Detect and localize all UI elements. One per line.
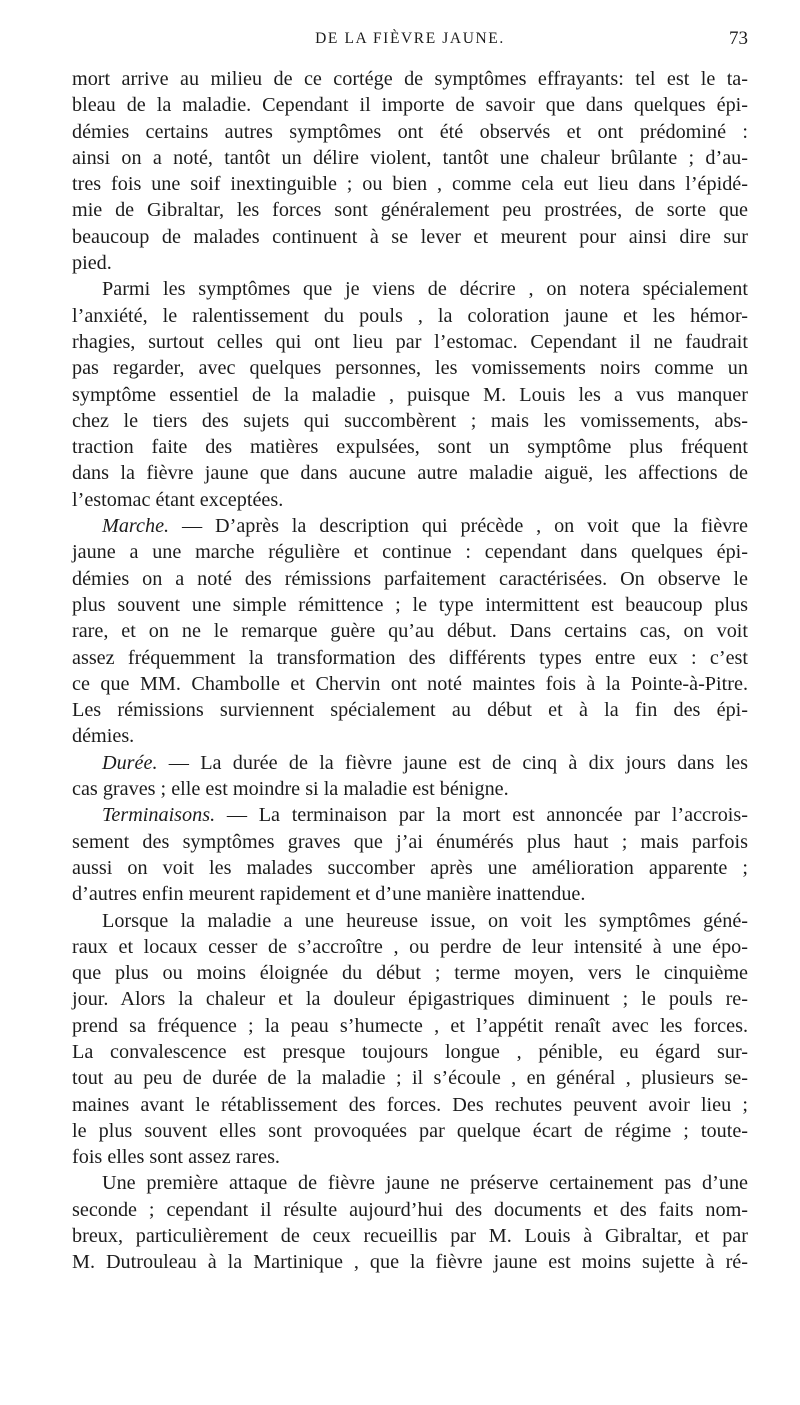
text-line [72,986,748,1012]
line-text: fois elles sont assez rares. [72,1146,280,1169]
line-text: jaune a une marche régulière et continue : cependant dans quelques épi- [72,541,748,564]
text-line [72,513,748,539]
line-text: ce que MM. Chambolle et Chervin ont noté maintes fois à la Pointe-à-Pitre. [72,672,748,695]
text-line [72,697,748,723]
line-text: Parmi les symptômes que je viens de décrire , on notera spécialement [102,278,748,301]
line-text: raux et locaux cesser de s’accroître , ou perdre de leur intensité à une épo- [72,935,748,958]
line-text: breux, particulièrement de ceux recueillis par M. Louis à Gibraltar, et par [72,1225,748,1248]
line-text: rare, et on ne le remarque guère qu’au début. Dans certains cas, on voit [72,620,748,643]
text-line [72,66,748,92]
line-text: chez le tiers des sujets qui succombèrent ; mais les vomissements, abs- [72,409,748,432]
line-text: tout au peu de durée de la maladie ; il s’écoule , en général , plusieurs se- [72,1067,748,1090]
line-text: Une première attaque de fièvre jaune ne préserve certainement pas d’une [102,1172,748,1195]
text-line [72,618,748,644]
line-text: d’autres enfin meurent rapidement et d’une manière inattendue. [72,883,586,906]
text-line [72,1249,748,1275]
text-line [72,934,748,960]
text-line [72,329,748,355]
text-line [72,671,748,697]
section-heading: Terminaisons. [102,804,216,827]
text-line [72,250,748,276]
text-line [72,776,748,802]
text-line [72,908,748,934]
text-line [72,92,748,118]
text-line [72,750,748,776]
text-line [72,855,748,881]
text-line [72,171,748,197]
line-text: pied. [72,252,112,275]
text-line [72,1197,748,1223]
text-line [72,1144,748,1170]
line-text: mort arrive au milieu de ce cortége de symptômes effrayants: tel est le ta- [72,68,748,90]
text-line [72,539,748,565]
line-text: démies certains autres symptômes ont été observés et ont prédominé : [72,120,748,143]
running-header [72,0,748,60]
line-text: que plus ou moins éloignée du début ; terme moyen, vers le cinquième [72,962,748,985]
text-line [72,276,748,302]
text-line [72,224,748,250]
line-text: rhagies, surtout celles qui ont lieu par l’estomac. Cependant il ne faudrait [72,330,748,353]
text-line [72,1170,748,1196]
line-text: bleau de la maladie. Cependant il importe de savoir que dans quelques épi- [72,94,748,117]
line-text: jour. Alors la chaleur et la douleur épigastriques diminuent ; le pouls re- [72,988,748,1011]
text-line [72,487,748,513]
body-text [72,66,748,1276]
line-text: dans la fièvre jaune que dans aucune autre maladie aiguë, les affections de [72,462,748,485]
text-line [72,460,748,486]
text-line [72,645,748,671]
line-text: pas regarder, avec quelques personnes, les vomissements noirs comme un [72,357,748,380]
line-text: Les rémissions surviennent spécialement au début et à la fin des épi- [72,699,748,722]
line-text: seconde ; cependant il résulte aujourd’hui des documents et des faits nom- [72,1198,748,1221]
text-line [72,1118,748,1144]
line-text: démies on a noté des rémissions parfaitement caractérisées. On observe le [72,567,748,590]
text-line [72,1013,748,1039]
line-text: maines avant le rétablissement des forces. Des rechutes peuvent avoir lieu ; [72,1093,748,1116]
text-line [72,197,748,223]
line-text: mie de Gibraltar, les forces sont généralement peu prostrées, de sorte que [72,199,748,222]
line-text: cas graves ; elle est moindre si la maladie est bénigne. [72,778,509,801]
line-text: aussi on voit les malades succomber après une amélioration apparente ; [72,856,748,879]
section-heading: Marche. [102,515,170,538]
line-text: démies. [72,725,135,748]
text-line [72,1065,748,1091]
text-line [72,119,748,145]
section-heading: Durée. [102,751,158,774]
book-page [72,0,748,1274]
text-line [72,960,748,986]
line-text: — D’après la description qui précède , on voit que la fièvre [169,515,748,538]
text-line [72,382,748,408]
text-line [72,881,748,907]
text-line [72,434,748,460]
text-line [72,566,748,592]
page-number: 73 [729,28,748,49]
text-line [72,145,748,171]
text-line [72,1039,748,1065]
text-line [72,355,748,381]
line-text: l’anxiété, le ralentissement du pouls , la coloration jaune et les hémor- [72,304,748,327]
text-line [72,1092,748,1118]
line-text: assez fréquemment la transformation des différents types entre eux : c’est [72,646,748,669]
line-text: tres fois une soif inextinguible ; ou bien , comme cela eut lieu dans l’épidé- [72,173,748,196]
line-text: symptôme essentiel de la maladie , puisque M. Louis les a vus manquer [72,383,748,406]
line-text: M. Dutrouleau à la Martinique , que la fièvre jaune est moins sujette à ré- [72,1251,748,1274]
line-text: prend sa fréquence ; la peau s’humecte , et l’appétit renaît avec les forces. [72,1014,748,1037]
line-text: Lorsque la maladie a une heureuse issue, on voit les symptômes géné- [102,909,748,932]
text-line [72,802,748,828]
line-text: ainsi on a noté, tantôt un délire violent, tantôt une chaleur brûlante ; d’au- [72,146,748,169]
text-line [72,723,748,749]
line-text: le plus souvent elles sont provoquées par quelque écart de régime ; toute- [72,1119,748,1142]
line-text: plus souvent une simple rémittence ; le type intermittent est beaucoup plus [72,593,748,616]
line-text: traction faite des matières expulsées, sont un symptôme plus fréquent [72,436,748,459]
line-text: — La terminaison par la mort est annoncée par l’accrois- [215,804,748,827]
line-text: — La durée de la fièvre jaune est de cinq à dix jours dans les [157,751,748,774]
running-title: DE LA FIÈVRE JAUNE. [315,30,505,47]
line-text: l’estomac étant exceptées. [72,488,284,511]
text-line [72,1223,748,1249]
line-text: beaucoup de malades continuent à se lever et meurent pour ainsi dire sur [72,225,748,248]
text-line [72,303,748,329]
line-text: sement des symptômes graves que j’ai énumérés plus haut ; mais parfois [72,830,748,853]
text-line [72,408,748,434]
text-line [72,829,748,855]
text-line [72,592,748,618]
line-text: La convalescence est presque toujours longue , pénible, eu égard sur- [72,1040,748,1063]
